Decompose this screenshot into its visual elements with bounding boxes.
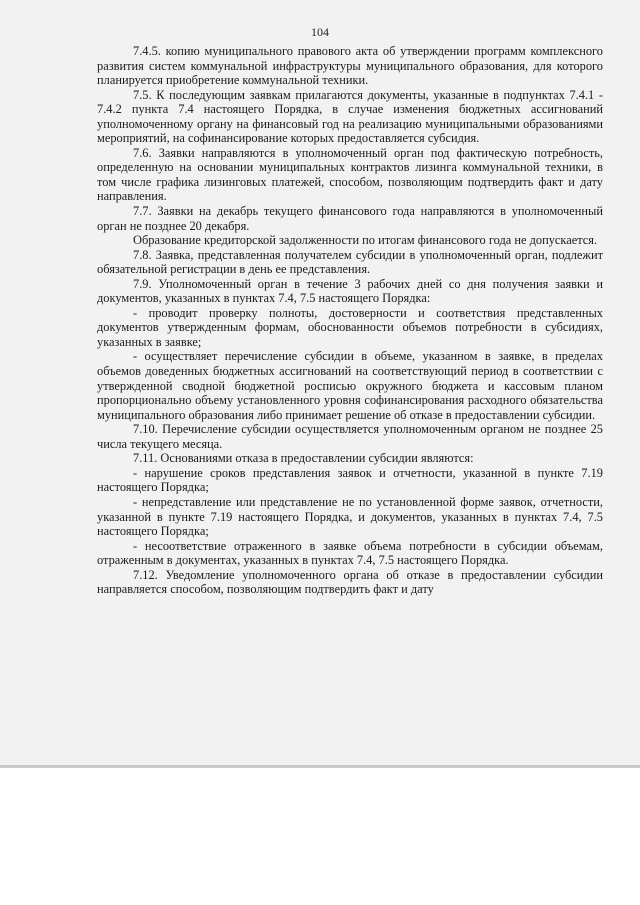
list-item-non-submission: - непредставление или представление не по установленной форме заявок, отчетности, указанной в пункте 7.19 настоящего Порядка, и документов, указанных в пунктах 7.4, 7.5 настоящего Порядка; bbox=[97, 494, 603, 539]
list-item-volume-mismatch: - несоответствие отраженного в заявке объема потребности в субсидии объемам, отраженным в документах, указанных в пунктах 7.4, 7.5 настоящего Порядка. bbox=[97, 538, 603, 568]
scan-edge-divider bbox=[0, 765, 640, 768]
paragraph-7-7: 7.7. Заявки на декабрь текущего финансового года направляются в уполномоченный орган не позднее 20 декабря. bbox=[97, 204, 603, 233]
paragraph-7-12: 7.12. Уведомление уполномоченного органа об отказе в предоставлении субсидии направляется способом, позволяющим подтвердить факт и дату bbox=[97, 567, 603, 597]
paragraph-debt-note: Образование кредиторской задолженности по итогам финансового года не допускается. bbox=[133, 233, 598, 248]
paragraph-7-5: 7.5. К последующим заявкам прилагаются документы, указанные в подпунктах 7.4.1 - 7.4.2 пункта 7.4 настоящего Порядка, в случае изменения бюджетных ассигнований уполномоченному органу на финансовый год на реализацию муниципальными образованиями мероприятий, на софинансирование которых предоставляется субсидия. bbox=[97, 87, 603, 146]
paragraph-7-11: 7.11. Основаниями отказа в предоставлении субсидии являются: bbox=[133, 451, 474, 466]
paragraph-7-8: 7.8. Заявка, представленная получателем субсидии в уполномоченный орган, подлежит обязательной регистрации в день ее представления. bbox=[97, 247, 603, 277]
paragraph-7-6: 7.6. Заявки направляются в уполномоченный орган под фактическую потребность, определенную на основании муниципальных контрактов лизинга коммунальной техники, в том числе графика лизинговых платежей, способом, позволяющим подтвердить факт и дату направления. bbox=[97, 145, 603, 204]
paragraph-7-9: 7.9. Уполномоченный орган в течение 3 рабочих дней со дня получения заявки и документов, указанных в пунктах 7.4, 7.5 настоящего Порядка: bbox=[97, 276, 603, 306]
paragraph-7-4-5: 7.4.5. копию муниципального правового акта об утверждении программ комплексного развития систем коммунальной инфраструктуры муниципального образования, для которого планируется приобретение коммунальной техники. bbox=[97, 44, 603, 88]
list-item-transfer: - осуществляет перечисление субсидии в объеме, указанном в заявке, в пределах объемов доведенных бюджетных ассигнований на соответствующий период в соответствии с утвержденной сводной бюджетной росписью окружного бюджета и кассовым планом пропорционально объему установленного уровня софинансирования расходного обязательства муниципального образования либо принимает решение об отказе в предоставлении субсидии. bbox=[97, 349, 603, 422]
document-body bbox=[97, 44, 603, 597]
page-number: 104 bbox=[311, 25, 329, 39]
list-item-deadline-violation: - нарушение сроков представления заявок и отчетности, указанной в пункте 7.19 настоящего Порядка; bbox=[97, 465, 603, 495]
paragraph-7-10: 7.10. Перечисление субсидии осуществляется уполномоченным органом не позднее 25 числа текущего месяца. bbox=[97, 422, 603, 451]
list-item-check: - проводит проверку полноты, достоверности и соответствия представленных документов утвержденным формам, обоснованности объемов потребности в субсидиях, указанных в заявке; bbox=[97, 305, 603, 349]
